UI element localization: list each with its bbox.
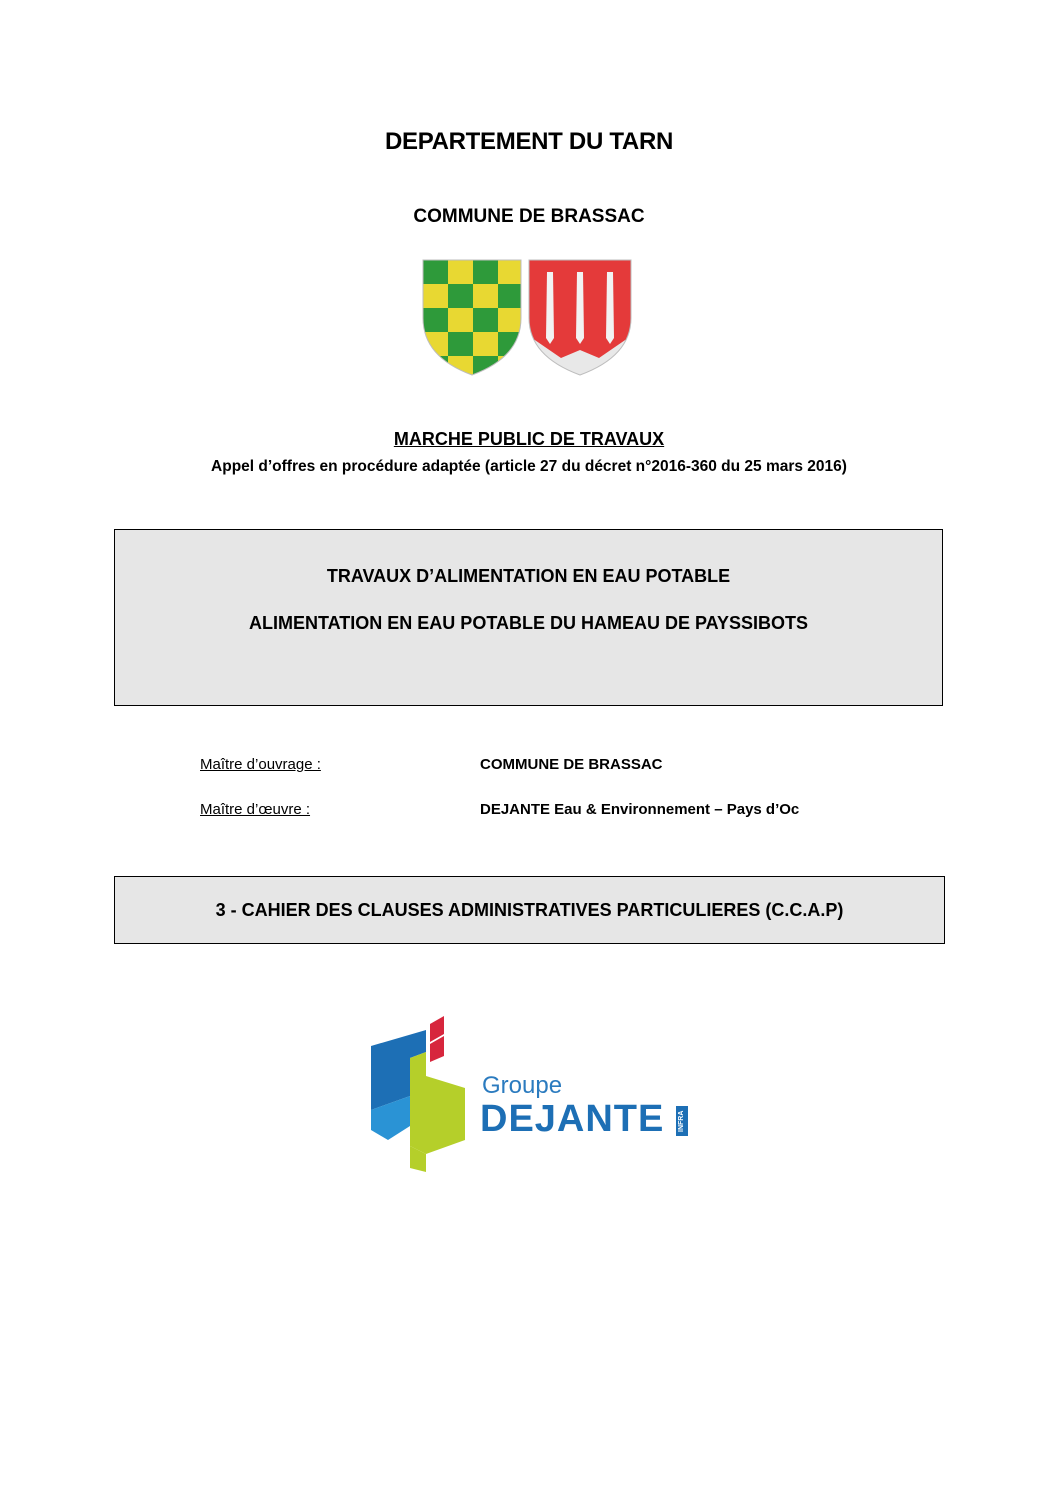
- document-title: 3 - CAHIER DES CLAUSES ADMINISTRATIVES PARTICULIERES (C.C.A.P): [215, 900, 844, 920]
- document-title-box: [114, 876, 945, 944]
- project-subtitle: ALIMENTATION EN EAU POTABLE DU HAMEAU DE PAYSSIBOTS: [248, 613, 809, 633]
- commune-heading: COMMUNE DE BRASSAC: [413, 206, 645, 227]
- project-title-box: [114, 529, 943, 706]
- contract-type: MARCHE PUBLIC DE TRAVAUX: [393, 429, 665, 449]
- maitre-ouvrage-value: COMMUNE DE BRASSAC: [480, 756, 663, 773]
- maitre-oeuvre-value: DEJANTE Eau & Environnement – Pays d’Oc: [480, 801, 800, 818]
- dejante-logo-icon: [368, 1014, 468, 1174]
- department-heading: DEPARTEMENT DU TARN: [384, 128, 674, 155]
- coat-of-arms-image: [421, 258, 633, 376]
- project-title: TRAVAUX D’ALIMENTATION EN EAU POTABLE: [326, 566, 731, 586]
- procedure-line: Appel d’offres en procédure adaptée (article 27 du décret n°2016-360 du 25 mars 2016): [211, 458, 847, 475]
- logo-infra-tag: INFRA: [676, 1106, 688, 1136]
- logo-groupe-text: Groupe: [482, 1072, 563, 1099]
- right-shield-red: [527, 258, 633, 376]
- left-shield-checkered: [421, 258, 523, 376]
- maitre-ouvrage-label: Maître d’ouvrage :: [200, 756, 321, 773]
- maitre-oeuvre-label: Maître d’œuvre :: [200, 801, 311, 818]
- logo-dejante-text: DEJANTE: [480, 1098, 665, 1140]
